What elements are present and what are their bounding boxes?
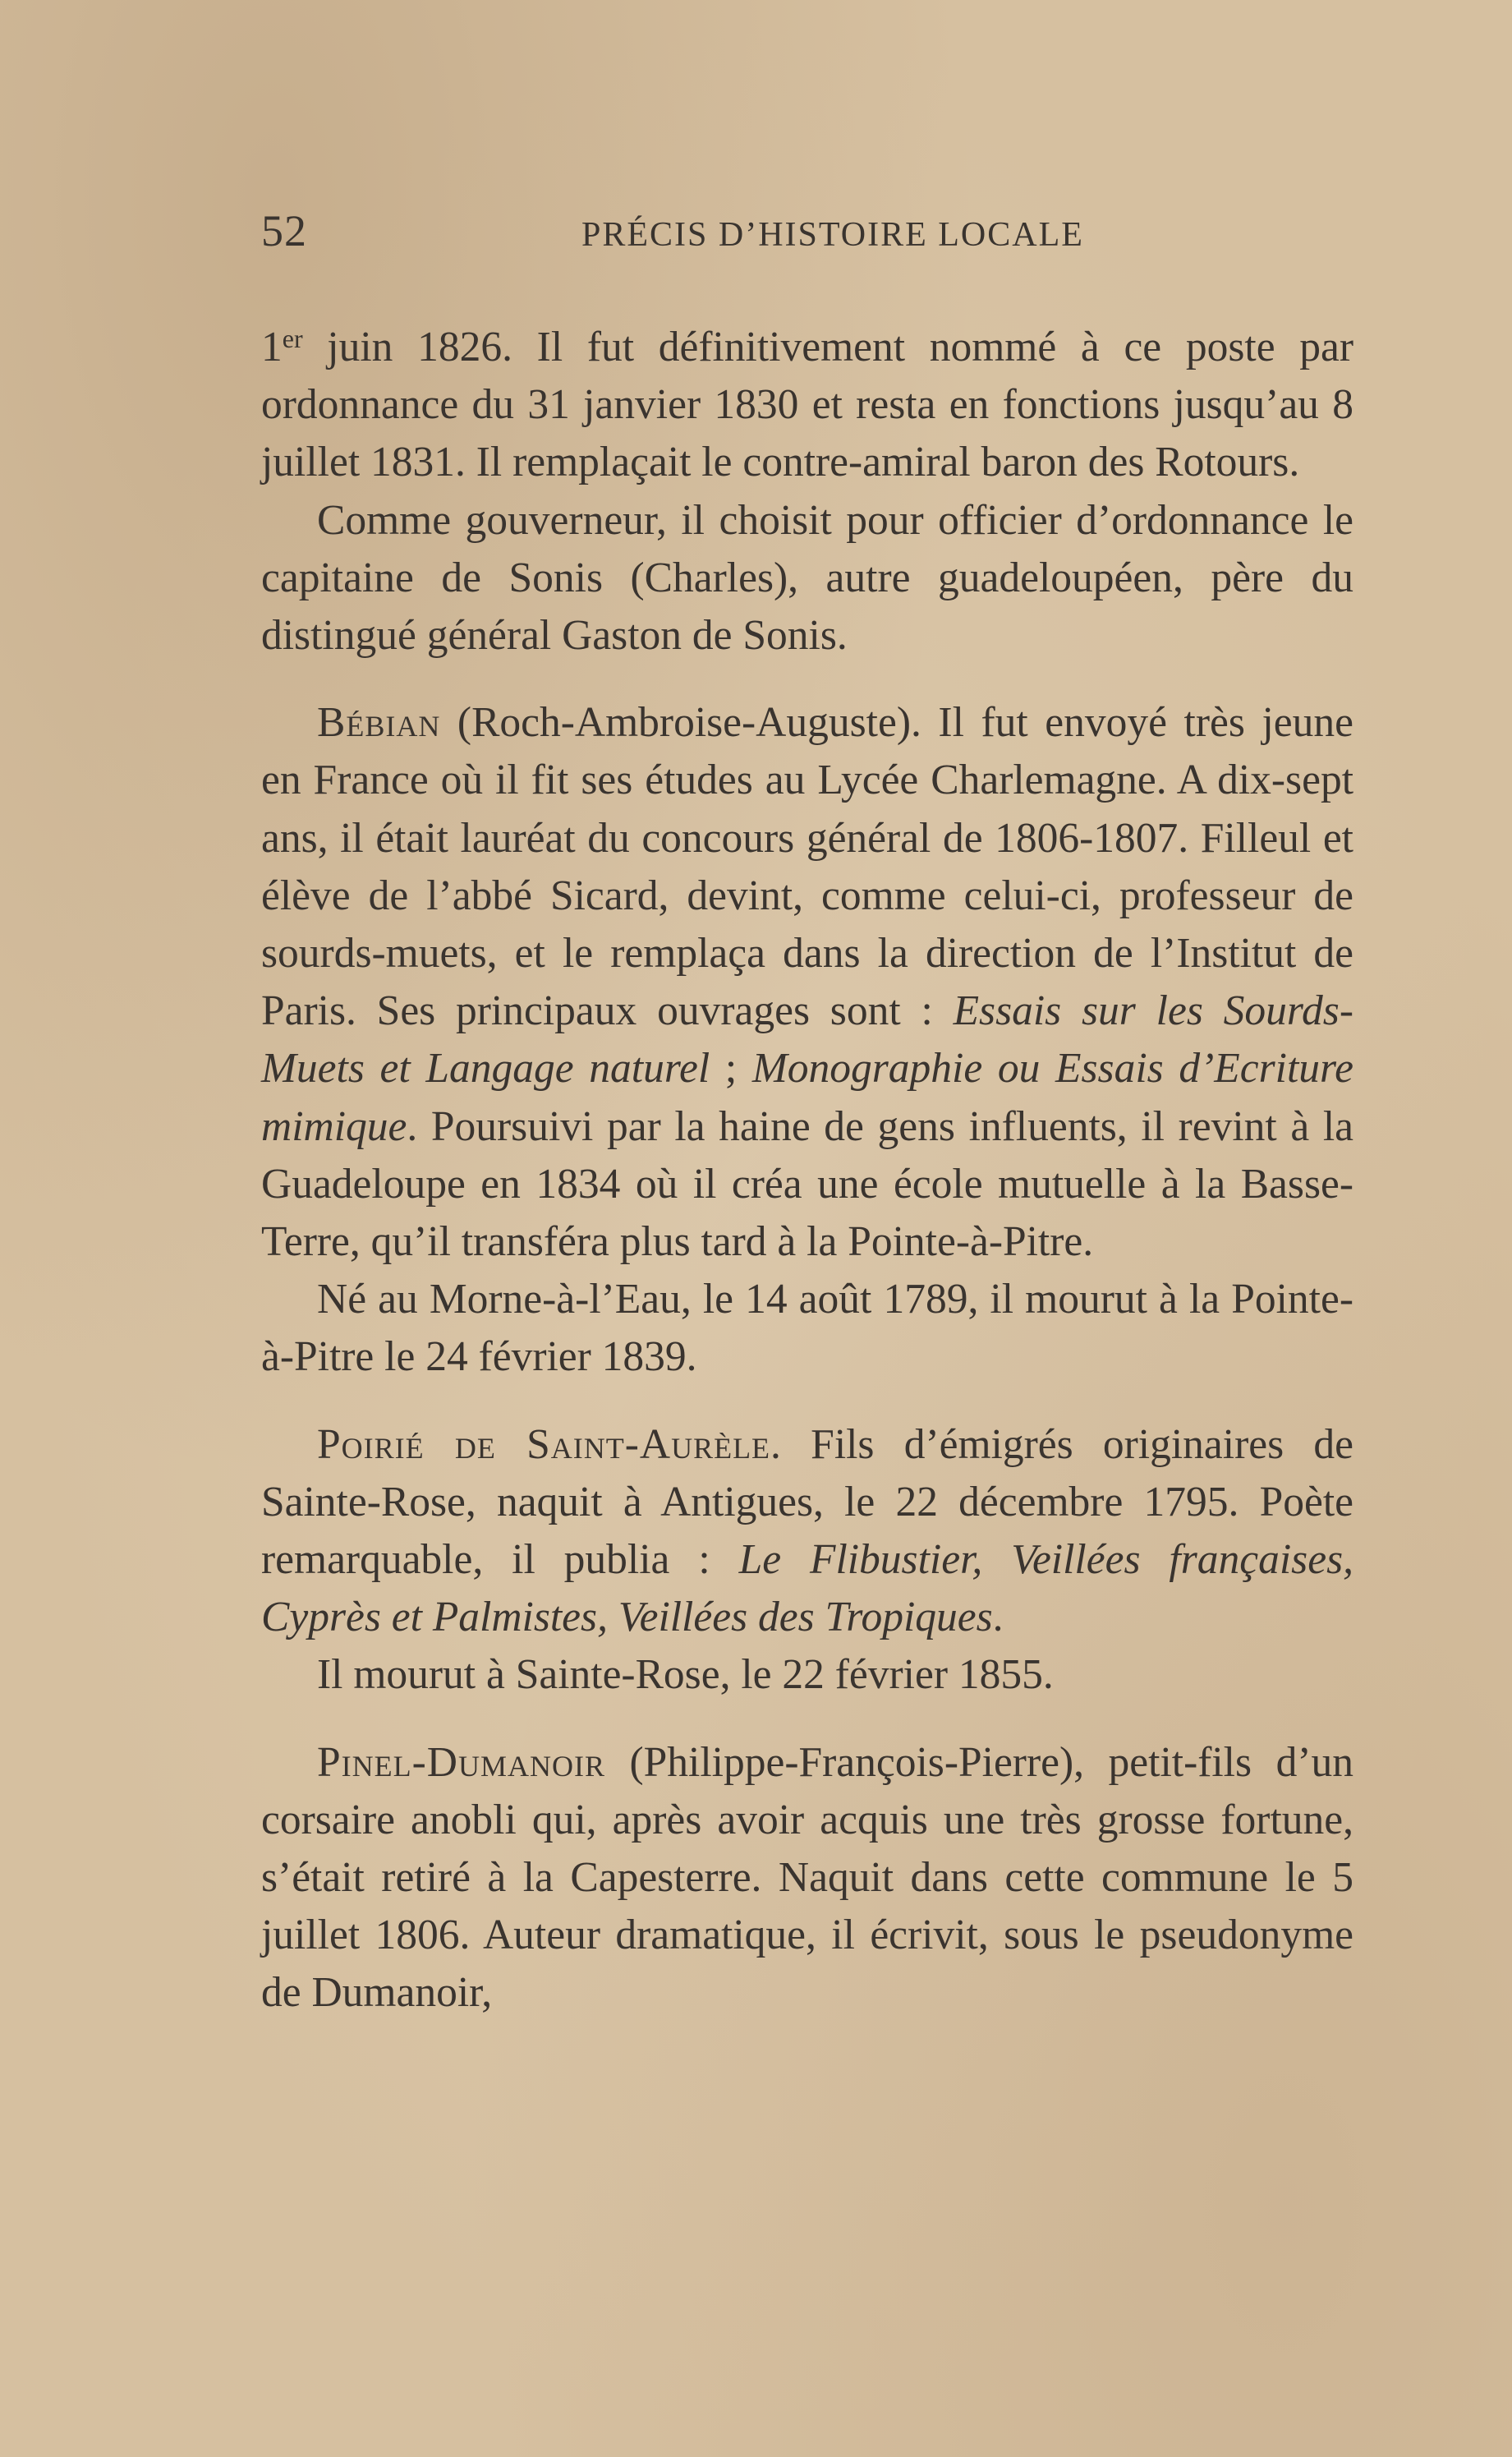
entry-name: Poirié de Saint-Aurèle [317,1420,771,1468]
entry-pinel-dumanoir [261,1734,1353,2022]
entry-bebian [261,694,1353,1271]
running-title: PRÉCIS D’HISTOIRE LOCALE [581,216,1084,254]
paragraph-governor [261,492,1353,665]
work-titles: Le Flibustier, Veillées françaises, Cyprès et Palmistes, Veillées des Tropiques [261,1536,1353,1641]
separator: ; [710,1045,752,1093]
paragraph-text: Comme gouverneur, il choisit pour officier d’ordonnance le capitaine de Sonis (Charles), autre guadeloupéen, père du distingué général Gaston de Sonis. [261,496,1353,660]
paragraph-death [261,1646,1353,1704]
paragraph-text: juin 1826. Il fut définitivement nommé à ce poste par ordonnance du 31 janvier 1830 et resta en fonctions jusqu’au 8 juillet 1831. Il remplaçait le contre-amiral baron des Rotours. [261,324,1353,486]
work-title: Monographie ou Essais d’Ecriture mimique [261,1045,1353,1150]
entry-text: . Poursuivi par la haine de gens influents, il revint à la Guadeloupe en 1834 où il créa une école mutuelle à la Basse-Terre, qu’il transféra plus tard à la Pointe-à-Pitre. [261,1102,1353,1266]
paragraph-date-day: 1 [261,324,283,370]
entry-poirie [261,1416,1353,1647]
paragraph-text: Il mourut à Sainte-Rose, le 22 février 1855. [317,1651,1054,1699]
entry-text: . [992,1594,1004,1641]
body-text [261,319,1353,2022]
paragraph-continuation [261,319,1353,492]
paragraph-text: Né au Morne-à-l’Eau, le 14 août 1789, il mourut à la Pointe-à-Pitre le 24 février 1839. [261,1276,1353,1381]
page-number: 52 [261,206,307,255]
paragraph-birth-death [261,1271,1353,1386]
work-title: Essais sur les Sourds-Muets et Langage naturel [261,987,1353,1093]
ordinal-suffix: er [282,324,303,353]
entry-text: (Roch-Ambroise-Auguste). Il fut envoyé très jeune en France où il fit ses études au Lycée Charlemagne. A dix-sept ans, il était lauréat du concours général de 1806-1807. Filleul et élève de l’abbé Sicard, devint, comme celui-ci, professeur de sourds-muets, et le remplaça dans la direction de l’Institut de Paris. Ses principaux ouvrages sont : [261,699,1353,1035]
entry-text: . Fils d’émigrés originaires de Sainte-Rose, naquit à Antigues, le 22 décembre 1795. Poète remarquable, il publia : [261,1420,1353,1584]
entry-name: Pinel-Dumanoir [317,1738,605,1786]
entry-name: Bébian [317,699,441,747]
page-header [261,205,1362,271]
entry-text: (Philippe-François-Pierre), petit-fils d’un corsaire anobli qui, après avoir acquis une très grosse fortune, s’était retiré à la Capesterre. Naquit dans cette commune le 5 juillet 1806. Auteur dramatique, il écrivit, sous le pseudonyme de Dumanoir, [261,1738,1353,2017]
